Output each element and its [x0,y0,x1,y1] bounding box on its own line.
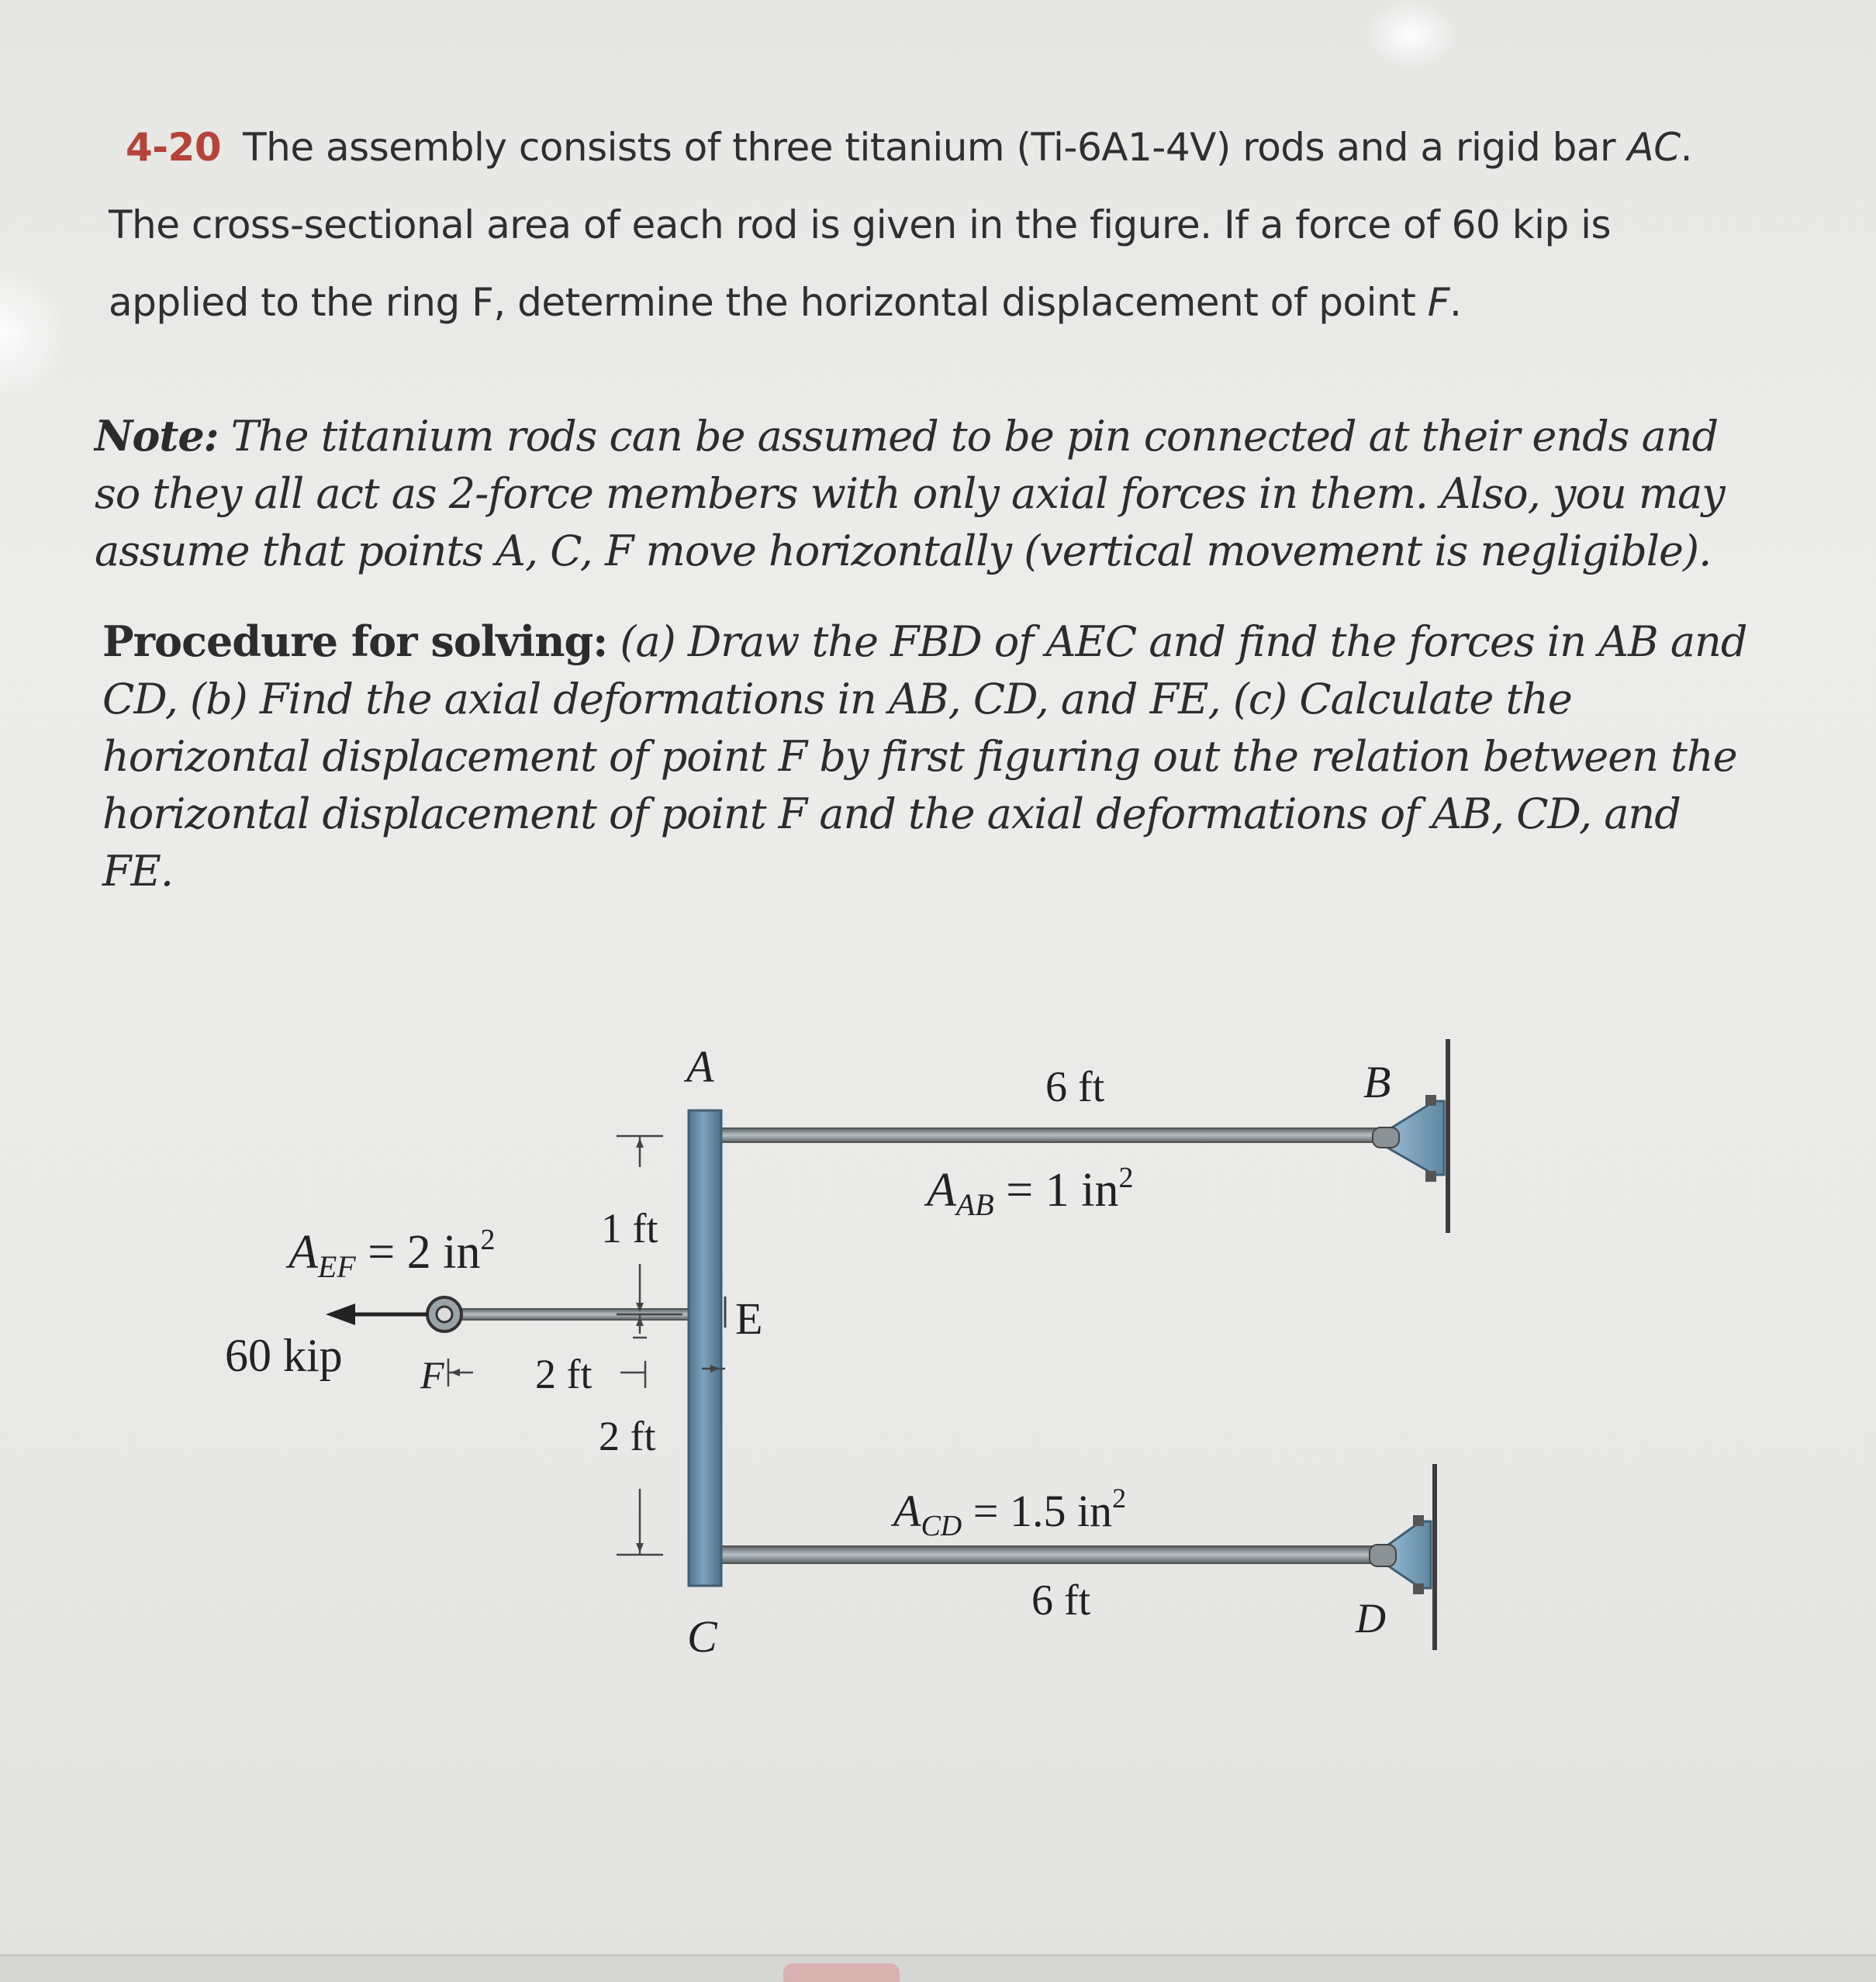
procedure-label: Procedure for solving: [102,616,608,666]
top-length-label: 6 ft [1045,1063,1105,1111]
area-ef-value: = 2 in [355,1226,481,1279]
rod-cd [721,1546,1388,1563]
force-label: 60 kip [225,1330,343,1381]
ring-f [427,1297,461,1331]
area-ab-value: = 1 in [993,1164,1119,1217]
area-ab-symbol: A [927,1164,956,1217]
note-label: Note: [95,411,219,461]
label-c: C [687,1611,717,1662]
vertical-dimension-lines [617,1136,682,1555]
area-cd-value: = 1.5 in [962,1486,1113,1536]
area-ef-label [285,1224,495,1284]
screen-bottom-tab [783,1963,900,1982]
area-cd-superscript: 2 [1112,1483,1127,1514]
force-arrow [326,1303,428,1325]
label-b: B [1363,1057,1391,1107]
area-ef-symbol: A [288,1226,318,1279]
label-e: E [735,1293,763,1344]
dim-1ft-label: 1 ft [601,1205,658,1252]
problem-number: 4-20 [126,125,222,170]
note-text: The titanium rods can be assumed to be pin connected at their ends and so they all act as 2-force members with only axial forces in them. Also, you may assume that points A, C, F move horizontally (vertical movement is negligible). [95,412,1725,575]
problem-bar-name: AC [1627,125,1681,170]
area-cd-subscript: CD [921,1510,962,1542]
area-ab-superscript: 2 [1118,1162,1134,1194]
area-ab-label [924,1162,1133,1222]
dim-2ft-horizontal-label: 2 ft [535,1351,593,1397]
area-cd-symbol: A [893,1486,921,1536]
problem-text-3: . [1449,280,1462,325]
problem-text-1: The assembly consists of three titanium (Ti-6A1-4V) rods and a rigid bar [243,125,1628,170]
area-ef-superscript: 2 [480,1224,496,1256]
problem-point-name: F [1427,280,1449,325]
area-ef-subscript: EF [317,1249,356,1284]
bottom-length-label: 6 ft [1031,1576,1091,1625]
procedure-text: (a) Draw the FBD of AEC and find the forces in AB and CD, (b) Find the axial deformations in AB, CD, and FE, (c) Calculate the horizontal displacement of point F by first figuring out the relation between the horizontal displacement of point F and the axial deformations of AB, CD, and FE. [102,617,1747,896]
rigid-bar-ac [689,1110,721,1586]
label-a: A [686,1041,714,1092]
problem-text-2: . The cross-sectional area of each rod is given in the figure. If a force of 60 kip is applied to the ring F, determine the horizontal displacement of point [109,125,1693,325]
label-d: D [1356,1595,1386,1642]
area-ab-subscript: AB [955,1187,994,1222]
area-cd-label [890,1483,1126,1542]
screen-bottom-edge [0,1954,1876,1982]
rod-ab [721,1128,1388,1142]
dim-2ft-vertical-label: 2 ft [599,1413,656,1459]
label-f: F [420,1353,444,1397]
